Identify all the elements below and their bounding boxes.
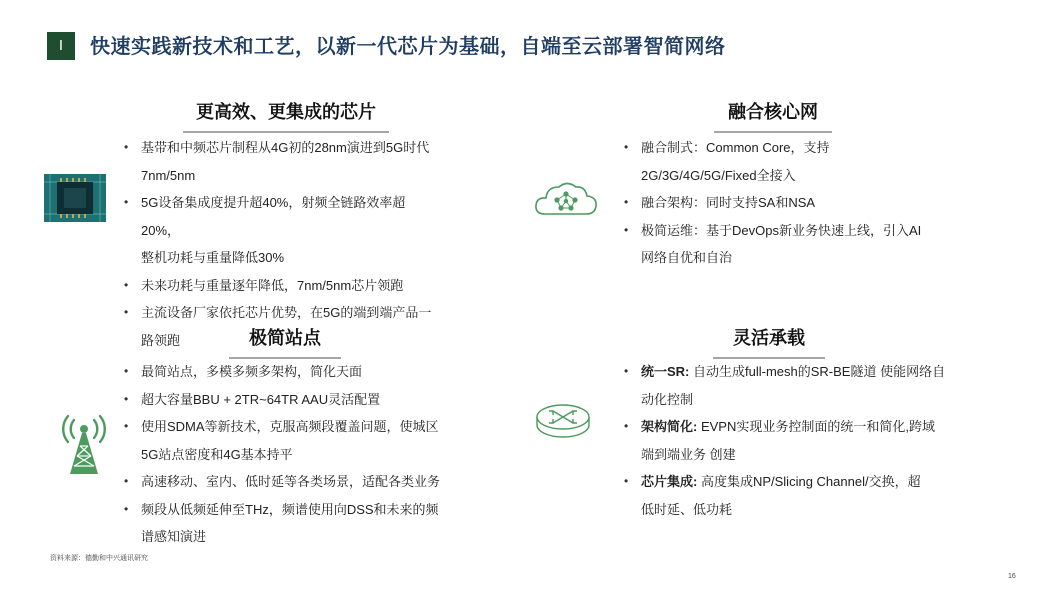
list-item: • 极简运维：基于DevOps新业务快速上线，引入AI 网络自优和自治 xyxy=(624,217,1014,272)
page-number: 16 xyxy=(1008,573,1016,580)
chip-icon xyxy=(44,174,106,227)
list-item: • 最简站点，多模多频多架构，简化天面 xyxy=(124,358,514,386)
list-item: • 基带和中频芯片制程从4G初的28nm演进到5G时代 7nm/5nm xyxy=(124,134,504,189)
minimal-site-bullet-list xyxy=(124,358,514,551)
list-item: • 融合制式：Common Core，支持 2G/3G/4G/5G/Fixed全接入 xyxy=(624,134,1014,189)
list-item: • 频段从低频延伸至THz，频谱使用向DSS和未来的频 谱感知演进 xyxy=(124,496,514,551)
section-title-chip: 更高效、更集成的芯片 xyxy=(183,98,389,133)
section-title-minimal-site: 极简站点 xyxy=(229,324,341,359)
list-item: • 使用SDMA等新技术，克服高频段覆盖问题，使城区 5G站点密度和4G基本持平 xyxy=(124,413,514,468)
core-network-bullet-list xyxy=(624,134,1014,272)
list-item: • 5G设备集成度提升超40%，射频全链路效率超 20%， 整机功耗与重量降低30% xyxy=(124,189,504,272)
cloud-network-icon xyxy=(533,178,599,223)
chip-bullet-list xyxy=(124,134,504,354)
page-title: 快速实践新技术和工艺，以新一代芯片为基础，自端至云部署智简网络 xyxy=(90,36,726,58)
list-item: • 高速移动、室内、低时延等各类场景，适配各类业务 xyxy=(124,468,514,496)
flexible-transport-bullet-list xyxy=(624,358,1014,523)
section-title-core-network: 融合核心网 xyxy=(714,98,832,133)
list-item: • 融合架构：同时支持SA和NSA xyxy=(624,189,1014,217)
router-icon xyxy=(535,403,591,444)
list-item: • 架构简化: EVPN实现业务控制面的统一和简化,跨域 端到端业务 创建 xyxy=(624,413,1014,468)
list-item: • 超大容量BBU + 2TR~64TR AAU灵活配置 xyxy=(124,386,514,414)
list-item: • 主流设备厂家依托芯片优势，在5G的端到端产品一 路领跑 xyxy=(124,299,504,354)
signal-tower-icon xyxy=(60,414,108,481)
header-section-marker: I xyxy=(47,32,75,60)
section-title-flexible-transport: 灵活承载 xyxy=(713,324,825,359)
list-item: • 统一SR: 自动生成full-mesh的SR-BE隧道 使能网络自 动化控制 xyxy=(624,358,1014,413)
list-item: • 未来功耗与重量逐年降低，7nm/5nm芯片领跑 xyxy=(124,272,504,300)
footer-source: 资料来源：德勤和中兴通讯研究 xyxy=(50,555,148,562)
list-item: • 芯片集成: 高度集成NP/Slicing Channel/交换，超 低时延、低功耗 xyxy=(624,468,1014,523)
